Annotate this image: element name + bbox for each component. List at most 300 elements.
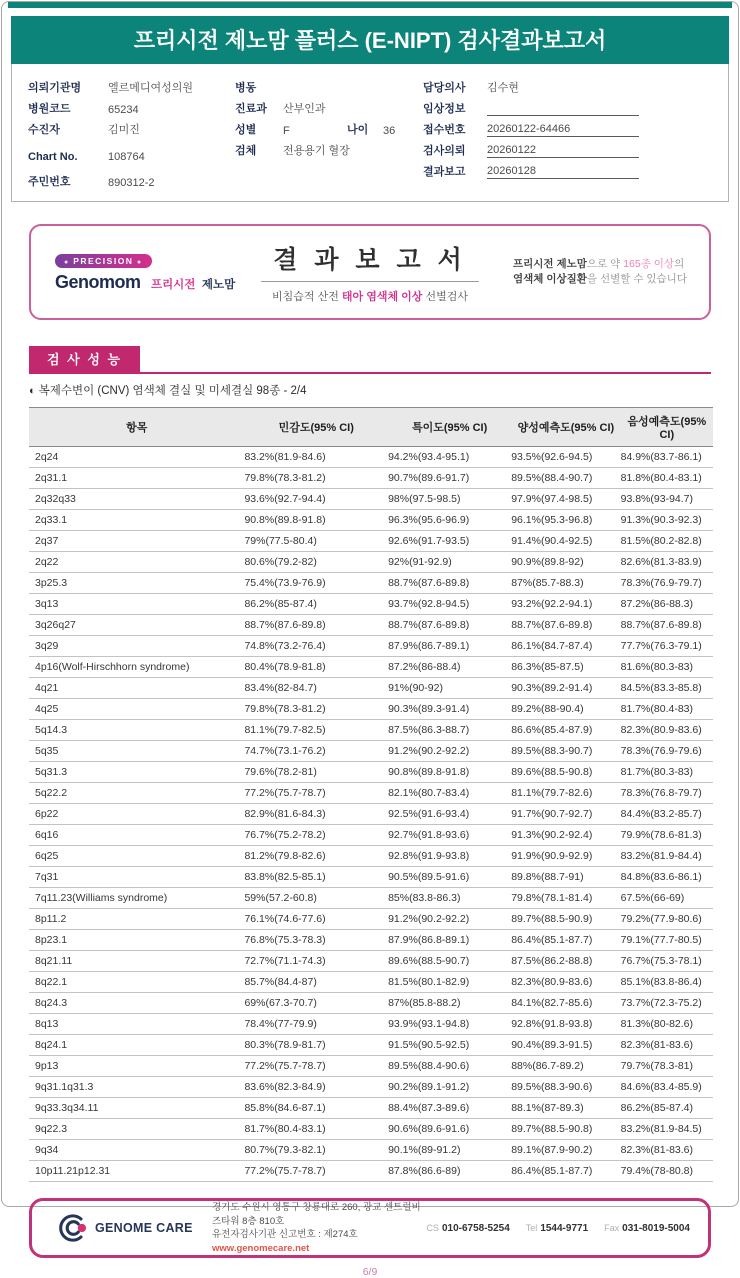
item-cell: 4q25	[29, 699, 244, 720]
value-cell: 90.2%(89.1-91.2)	[388, 1077, 511, 1098]
item-cell: 8p11.2	[29, 909, 244, 930]
item-cell: 8q24.3	[29, 993, 244, 1014]
table-row	[29, 1035, 713, 1056]
info-value: 108764	[108, 151, 145, 163]
info-col3	[423, 74, 714, 189]
value-cell: 78.3%(76.8-79.7)	[621, 783, 713, 804]
value-cell: 92.8%(91.9-93.8)	[388, 846, 511, 867]
info-row	[28, 74, 235, 95]
performance-table-body	[29, 447, 713, 1182]
info-row	[423, 137, 714, 158]
banner-note-line2	[513, 272, 691, 287]
value-cell: 89.2%(88-90.4)	[511, 699, 620, 720]
value-cell: 82.1%(80.7-83.4)	[388, 783, 511, 804]
info-value: 엘르메디여성의원	[108, 82, 194, 94]
value-cell: 87%(85.7-88.3)	[511, 573, 620, 594]
value-cell: 69%(67.3-70.7)	[244, 993, 388, 1014]
value-cell: 84.5%(83.3-85.8)	[621, 678, 713, 699]
table-row	[29, 720, 713, 741]
value-cell: 77.2%(75.7-78.7)	[244, 1161, 388, 1182]
value-cell: 59%(57.2-60.8)	[244, 888, 388, 909]
item-cell: 9q33.3q34.11	[29, 1098, 244, 1119]
info-value: 김수현	[487, 82, 519, 94]
value-cell: 76.1%(74.6-77.6)	[244, 909, 388, 930]
item-cell: 9q34	[29, 1140, 244, 1161]
table-row	[29, 762, 713, 783]
item-cell: 5q31.3	[29, 762, 244, 783]
value-cell: 85%(83.8-86.3)	[388, 888, 511, 909]
table-row	[29, 678, 713, 699]
item-cell: 5q22.2	[29, 783, 244, 804]
value-cell: 82.9%(81.6-84.3)	[244, 804, 388, 825]
table-row	[29, 1014, 713, 1035]
table-row	[29, 468, 713, 489]
info-col1	[28, 74, 235, 189]
item-cell: 9p13	[29, 1056, 244, 1077]
value-cell: 88.7%(87.6-89.8)	[388, 573, 511, 594]
header-row	[29, 408, 713, 447]
table-row	[29, 1119, 713, 1140]
value-cell: 88.7%(87.6-89.8)	[388, 615, 511, 636]
info-row	[235, 137, 423, 158]
info-value: 김미진	[108, 124, 140, 136]
info-label: 병동	[235, 82, 257, 94]
info-label: 주민번호	[28, 176, 71, 188]
footer-address: 경기도 수원시 영통구 창룡대로 260, 광교 센트럴비즈타워 8층 810호	[212, 1202, 421, 1227]
value-cell: 79.8%(78.3-81.2)	[244, 699, 388, 720]
table-row	[29, 741, 713, 762]
value-cell: 77.7%(76.3-79.1)	[621, 636, 713, 657]
value-cell: 79.1%(77.7-80.5)	[621, 930, 713, 951]
info-col2	[235, 74, 423, 189]
value-cell: 83.6%(82.3-84.9)	[244, 1077, 388, 1098]
value-cell: 89.8%(88.7-91)	[511, 867, 620, 888]
value-cell: 89.6%(88.5-90.7)	[388, 951, 511, 972]
value-cell: 87.2%(86-88.4)	[388, 657, 511, 678]
info-value: 36	[383, 125, 396, 137]
value-cell: 80.4%(78.9-81.8)	[244, 657, 388, 678]
value-cell: 79.9%(78.6-81.3)	[621, 825, 713, 846]
table-row	[29, 552, 713, 573]
info-row	[235, 74, 423, 95]
value-cell: 83.2%(81.9-84.5)	[621, 1119, 713, 1140]
report-page	[1, 1, 739, 1278]
info-value: 20260128	[487, 165, 639, 179]
info-row	[28, 116, 235, 137]
info-label: 의뢰기관명	[28, 82, 82, 94]
value-cell: 81.7%(80.4-83.1)	[244, 1119, 388, 1140]
item-cell: 8q24.1	[29, 1035, 244, 1056]
info-row	[423, 74, 714, 95]
value-cell: 84.6%(83.4-85.9)	[621, 1077, 713, 1098]
value-cell: 89.7%(88.5-90.8)	[511, 1119, 620, 1140]
value-cell: 81.1%(79.7-82.5)	[244, 720, 388, 741]
table-row	[29, 972, 713, 993]
value-cell: 89.5%(88.3-90.6)	[511, 1077, 620, 1098]
value-cell: 93.2%(92.2-94.1)	[511, 594, 620, 615]
value-cell: 85.1%(83.8-86.4)	[621, 972, 713, 993]
value-cell: 93.7%(92.8-94.5)	[388, 594, 511, 615]
value-cell: 92.7%(91.8-93.6)	[388, 825, 511, 846]
col-header-ppv: 양성예측도(95% CI)	[511, 408, 620, 447]
value-cell: 91.7%(90.7-92.7)	[511, 804, 620, 825]
value-cell: 90.8%(89.8-91.8)	[388, 762, 511, 783]
value-cell: 81.3%(80-82.6)	[621, 1014, 713, 1035]
value-cell: 78.3%(76.9-79.7)	[621, 573, 713, 594]
footer-company-info	[212, 1201, 426, 1255]
value-cell: 83.4%(82-84.7)	[244, 678, 388, 699]
tel-number: 1544-9771	[540, 1222, 589, 1234]
value-cell: 91.5%(90.5-92.5)	[388, 1035, 511, 1056]
table-row	[29, 447, 713, 468]
info-label: 검사의뢰	[423, 145, 466, 157]
value-cell: 94.2%(93.4-95.1)	[388, 447, 511, 468]
value-cell: 89.5%(88.4-90.7)	[511, 468, 620, 489]
table-row	[29, 1077, 713, 1098]
value-cell: 86.3%(85-87.5)	[511, 657, 620, 678]
value-cell: 78.4%(77-79.9)	[244, 1014, 388, 1035]
value-cell: 91.2%(90.2-92.2)	[388, 741, 511, 762]
section-header-label: 검 사 성 능	[29, 346, 140, 372]
value-cell: 90.3%(89.2-91.4)	[511, 678, 620, 699]
value-cell: 79.6%(78.2-81)	[244, 762, 388, 783]
value-cell: 89.7%(88.5-90.9)	[511, 909, 620, 930]
genomom-logo	[31, 251, 236, 293]
value-cell: 86.2%(85-87.4)	[244, 594, 388, 615]
value-cell: 93.8%(93-94.7)	[621, 489, 713, 510]
value-cell: 82.3%(80.9-83.6)	[511, 972, 620, 993]
table-row	[29, 573, 713, 594]
banner-note-line1	[513, 257, 691, 272]
table-row	[29, 909, 713, 930]
page-number: 6/9	[362, 1266, 378, 1278]
patient-info-section	[11, 64, 729, 202]
value-cell: 88.7%(87.6-89.8)	[244, 615, 388, 636]
note-bold1: 프리시전 제노맘	[513, 258, 587, 270]
value-cell: 90.8%(89.8-91.8)	[244, 510, 388, 531]
footer-contact	[426, 1223, 690, 1234]
info-value: 20260122-64466	[487, 123, 639, 137]
table-row	[29, 804, 713, 825]
item-cell: 8q13	[29, 1014, 244, 1035]
value-cell: 89.1%(87.9-90.2)	[511, 1140, 620, 1161]
item-cell: 5q14.3	[29, 720, 244, 741]
genome-care-logo-mark	[54, 1212, 90, 1244]
brand-line	[55, 272, 236, 293]
section-header	[29, 346, 711, 374]
item-cell: 9q22.3	[29, 1119, 244, 1140]
value-cell: 87.5%(86.3-88.7)	[388, 720, 511, 741]
info-value: 산부인과	[283, 103, 326, 115]
value-cell: 93.9%(93.1-94.8)	[388, 1014, 511, 1035]
note-end1: 의	[674, 258, 685, 270]
value-cell: 87%(85.8-88.2)	[388, 993, 511, 1014]
value-cell: 91.2%(90.2-92.2)	[388, 909, 511, 930]
report-title: 프리시전 제노맘 플러스 (E-NIPT) 검사결과보고서	[133, 28, 607, 53]
half-circle-icon: ◐	[29, 385, 36, 397]
item-cell: 5q35	[29, 741, 244, 762]
value-cell: 76.8%(75.3-78.3)	[244, 930, 388, 951]
value-cell: 86.4%(85.1-87.7)	[511, 930, 620, 951]
info-label: 검체	[235, 145, 257, 157]
footer-fax	[604, 1223, 690, 1234]
value-cell: 96.1%(95.3-96.8)	[511, 510, 620, 531]
table-row	[29, 825, 713, 846]
value-cell: 84.1%(82.7-85.6)	[511, 993, 620, 1014]
value-cell: 91.4%(90.4-92.5)	[511, 531, 620, 552]
info-row	[423, 116, 714, 137]
info-value: 20260122	[487, 144, 639, 158]
value-cell: 79.7%(78.3-81)	[621, 1056, 713, 1077]
value-cell: 78.3%(76.9-79.6)	[621, 741, 713, 762]
footer-website-link[interactable]: www.genomecare.net	[212, 1242, 310, 1254]
value-cell: 92.8%(91.8-93.8)	[511, 1014, 620, 1035]
precision-badge: ● PRECISION ●	[55, 254, 152, 268]
footer-license: 유전자검사기관 신고번호 : 제274호	[212, 1229, 358, 1240]
value-cell: 87.8%(86.6-89)	[388, 1161, 511, 1182]
value-cell: 87.2%(86-88.3)	[621, 594, 713, 615]
info-row	[28, 95, 235, 116]
col-header-specificity: 특이도(95% CI)	[388, 408, 511, 447]
value-cell: 79.4%(78-80.8)	[621, 1161, 713, 1182]
table-row	[29, 783, 713, 804]
value-cell: 81.7%(80.3-83)	[621, 762, 713, 783]
table-row	[29, 1161, 713, 1182]
value-cell: 88.7%(87.6-89.8)	[621, 615, 713, 636]
info-label: 수진자	[28, 124, 60, 136]
value-cell: 92.5%(91.6-93.4)	[388, 804, 511, 825]
top-accent-bar	[8, 2, 732, 8]
item-cell: 7q31	[29, 867, 244, 888]
value-cell: 81.7%(80.4-83)	[621, 699, 713, 720]
genome-care-logo-text: GENOME CARE	[95, 1221, 193, 1235]
info-row	[28, 163, 235, 189]
info-label: 결과보고	[423, 166, 466, 178]
item-cell: 2q33.1	[29, 510, 244, 531]
cs-label: CS	[426, 1222, 439, 1233]
item-cell: 2q31.1	[29, 468, 244, 489]
item-cell: 2q32q33	[29, 489, 244, 510]
value-cell: 86.4%(85.1-87.7)	[511, 1161, 620, 1182]
value-cell: 81.2%(79.8-82.6)	[244, 846, 388, 867]
value-cell: 93.5%(92.6-94.5)	[511, 447, 620, 468]
value-cell: 75.4%(73.9-76.9)	[244, 573, 388, 594]
value-cell: 80.6%(79.2-82)	[244, 552, 388, 573]
genome-care-logo	[54, 1212, 212, 1244]
value-cell: 88.4%(87.3-89.6)	[388, 1098, 511, 1119]
table-row	[29, 489, 713, 510]
table-row	[29, 1056, 713, 1077]
brand-name-kr-pink: 프리시전	[150, 279, 196, 291]
value-cell: 87.9%(86.8-89.1)	[388, 930, 511, 951]
value-cell: 67.5%(66-69)	[621, 888, 713, 909]
info-row	[423, 158, 714, 179]
value-cell: 77.2%(75.7-78.7)	[244, 1056, 388, 1077]
section-subtitle-text: 복제수변이 (CNV) 염색체 결실 및 미세결실 98종 - 2/4	[38, 385, 307, 397]
banner-subtitle-highlight: 태아 염색체 이상	[341, 291, 423, 303]
value-cell: 85.7%(84.4-87)	[244, 972, 388, 993]
table-row	[29, 1098, 713, 1119]
value-cell: 93.6%(92.7-94.4)	[244, 489, 388, 510]
value-cell: 88.7%(87.6-89.8)	[511, 615, 620, 636]
section-subtitle	[29, 382, 711, 398]
item-cell: 4p16(Wolf-Hirschhorn syndrome)	[29, 657, 244, 678]
item-cell: 3q13	[29, 594, 244, 615]
item-cell: 2q37	[29, 531, 244, 552]
value-cell: 82.3%(81-83.6)	[621, 1140, 713, 1161]
note-bold2: 염색체 이상질환	[513, 273, 587, 285]
table-row	[29, 867, 713, 888]
value-cell: 90.5%(89.5-91.6)	[388, 867, 511, 888]
value-cell: 84.8%(83.6-86.1)	[621, 867, 713, 888]
table-row	[29, 531, 713, 552]
value-cell: 74.8%(73.2-76.4)	[244, 636, 388, 657]
item-cell: 8q21.11	[29, 951, 244, 972]
value-cell: 76.7%(75.2-78.2)	[244, 825, 388, 846]
value-cell: 81.6%(80.3-83)	[621, 657, 713, 678]
value-cell: 91%(90-92)	[388, 678, 511, 699]
table-row	[29, 594, 713, 615]
value-cell: 80.7%(79.3-82.1)	[244, 1140, 388, 1161]
col-header-npv: 음성예측도(95% CI)	[621, 408, 713, 447]
value-cell: 80.3%(78.9-81.7)	[244, 1035, 388, 1056]
item-cell: 6q25	[29, 846, 244, 867]
value-cell: 90.3%(89.3-91.4)	[388, 699, 511, 720]
value-cell: 89.5%(88.4-90.6)	[388, 1056, 511, 1077]
value-cell: 76.7%(75.3-78.1)	[621, 951, 713, 972]
banner-title: 결 과 보 고 서	[273, 246, 467, 274]
info-row	[235, 95, 423, 116]
value-cell: 87.9%(86.7-89.1)	[388, 636, 511, 657]
value-cell: 85.8%(84.6-87.1)	[244, 1098, 388, 1119]
footer-cs	[426, 1223, 509, 1234]
value-cell: 92.6%(91.7-93.5)	[388, 531, 511, 552]
value-cell: 86.2%(85-87.4)	[621, 1098, 713, 1119]
item-cell: 8p23.1	[29, 930, 244, 951]
table-row	[29, 846, 713, 867]
fax-label: Fax	[604, 1222, 620, 1233]
note-pink: 165종 이상	[623, 258, 675, 270]
item-cell: 2q24	[29, 447, 244, 468]
value-cell: 81.5%(80.1-82.9)	[388, 972, 511, 993]
value-cell: 88.1%(87-89.3)	[511, 1098, 620, 1119]
value-cell: 81.1%(79.7-82.6)	[511, 783, 620, 804]
value-cell: 83.8%(82.5-85.1)	[244, 867, 388, 888]
banner-center	[227, 240, 513, 304]
performance-table-head	[29, 408, 713, 447]
value-cell: 91.9%(90.9-92.9)	[511, 846, 620, 867]
value-cell: 82.6%(81.3-83.9)	[621, 552, 713, 573]
value-cell: 98%(97.5-98.5)	[388, 489, 511, 510]
value-cell: 81.8%(80.4-83.1)	[621, 468, 713, 489]
item-cell: 6p22	[29, 804, 244, 825]
item-cell: 3q26q27	[29, 615, 244, 636]
report-title-bar	[11, 16, 729, 64]
banner-divider	[261, 281, 479, 282]
value-cell: 74.7%(73.1-76.2)	[244, 741, 388, 762]
value-cell: 84.4%(83.2-85.7)	[621, 804, 713, 825]
info-label: 진료과	[235, 103, 267, 115]
item-cell: 7q11.23(Williams syndrome)	[29, 888, 244, 909]
footer-tel	[526, 1223, 588, 1234]
note-end2: 을 선별할 수 있습니다	[586, 273, 687, 285]
table-row	[29, 510, 713, 531]
info-label: 나이	[347, 124, 369, 136]
value-cell: 83.2%(81.9-84.6)	[244, 447, 388, 468]
item-cell: 2q22	[29, 552, 244, 573]
col-header-item: 항목	[29, 408, 244, 447]
value-cell: 97.9%(97.4-98.5)	[511, 489, 620, 510]
info-value: 890312-2	[108, 177, 155, 189]
table-row	[29, 699, 713, 720]
info-value: 65234	[108, 104, 139, 116]
table-row	[29, 636, 713, 657]
table-row	[29, 615, 713, 636]
value-cell: 89.5%(88.3-90.7)	[511, 741, 620, 762]
value-cell: 90.1%(89-91.2)	[388, 1140, 511, 1161]
value-cell: 84.9%(83.7-86.1)	[621, 447, 713, 468]
item-cell: 6q16	[29, 825, 244, 846]
value-cell: 90.6%(89.6-91.6)	[388, 1119, 511, 1140]
info-label: 병원코드	[28, 103, 71, 115]
item-cell: 8q22.1	[29, 972, 244, 993]
brand-name-kr-dark: 제노맘	[201, 279, 236, 291]
cs-number: 010-6758-5254	[441, 1222, 510, 1234]
info-label: 담당의사	[423, 82, 466, 94]
info-value: F	[283, 125, 290, 137]
value-cell: 96.3%(95.6-96.9)	[388, 510, 511, 531]
item-cell: 4q21	[29, 678, 244, 699]
info-row	[235, 116, 423, 137]
value-cell: 86.1%(84.7-87.4)	[511, 636, 620, 657]
info-row	[28, 137, 235, 163]
banner-subtitle	[227, 288, 513, 304]
item-cell: 3p25.3	[29, 573, 244, 594]
item-cell: 3q29	[29, 636, 244, 657]
value-cell: 72.7%(71.1-74.3)	[244, 951, 388, 972]
value-cell: 90.7%(89.6-91.7)	[388, 468, 511, 489]
banner-subtitle-suffix: 선별검사	[422, 291, 468, 303]
value-cell: 92%(91-92.9)	[388, 552, 511, 573]
info-label: 접수번호	[423, 124, 466, 136]
value-cell: 77.2%(75.7-78.7)	[244, 783, 388, 804]
value-cell: 90.4%(89.3-91.5)	[511, 1035, 620, 1056]
tel-label: Tel	[525, 1222, 538, 1233]
info-value: 전용용기 혈장	[283, 145, 350, 157]
result-report-banner	[29, 224, 711, 320]
value-cell: 79.8%(78.3-81.2)	[244, 468, 388, 489]
table-row	[29, 888, 713, 909]
value-cell: 79%(77.5-80.4)	[244, 531, 388, 552]
table-row	[29, 1140, 713, 1161]
info-label: 임상정보	[423, 103, 466, 115]
item-cell: 10p11.21p12.31	[29, 1161, 244, 1182]
info-label: Chart No.	[28, 151, 78, 163]
value-cell: 81.5%(80.2-82.8)	[621, 531, 713, 552]
value-cell: 91.3%(90.3-92.3)	[621, 510, 713, 531]
info-row	[423, 95, 714, 116]
banner-subtitle-prefix: 비침습적 산전	[272, 291, 342, 303]
table-row	[29, 930, 713, 951]
footer	[29, 1198, 711, 1258]
fax-number: 031-8019-5004	[622, 1222, 690, 1234]
value-cell: 83.2%(81.9-84.4)	[621, 846, 713, 867]
value-cell: 79.8%(78.1-81.4)	[511, 888, 620, 909]
note-mid: 으로 약	[586, 258, 624, 270]
brand-name-en: Genomom	[55, 272, 141, 292]
value-cell: 82.3%(81-83.6)	[621, 1035, 713, 1056]
info-label: 성별	[235, 124, 257, 136]
